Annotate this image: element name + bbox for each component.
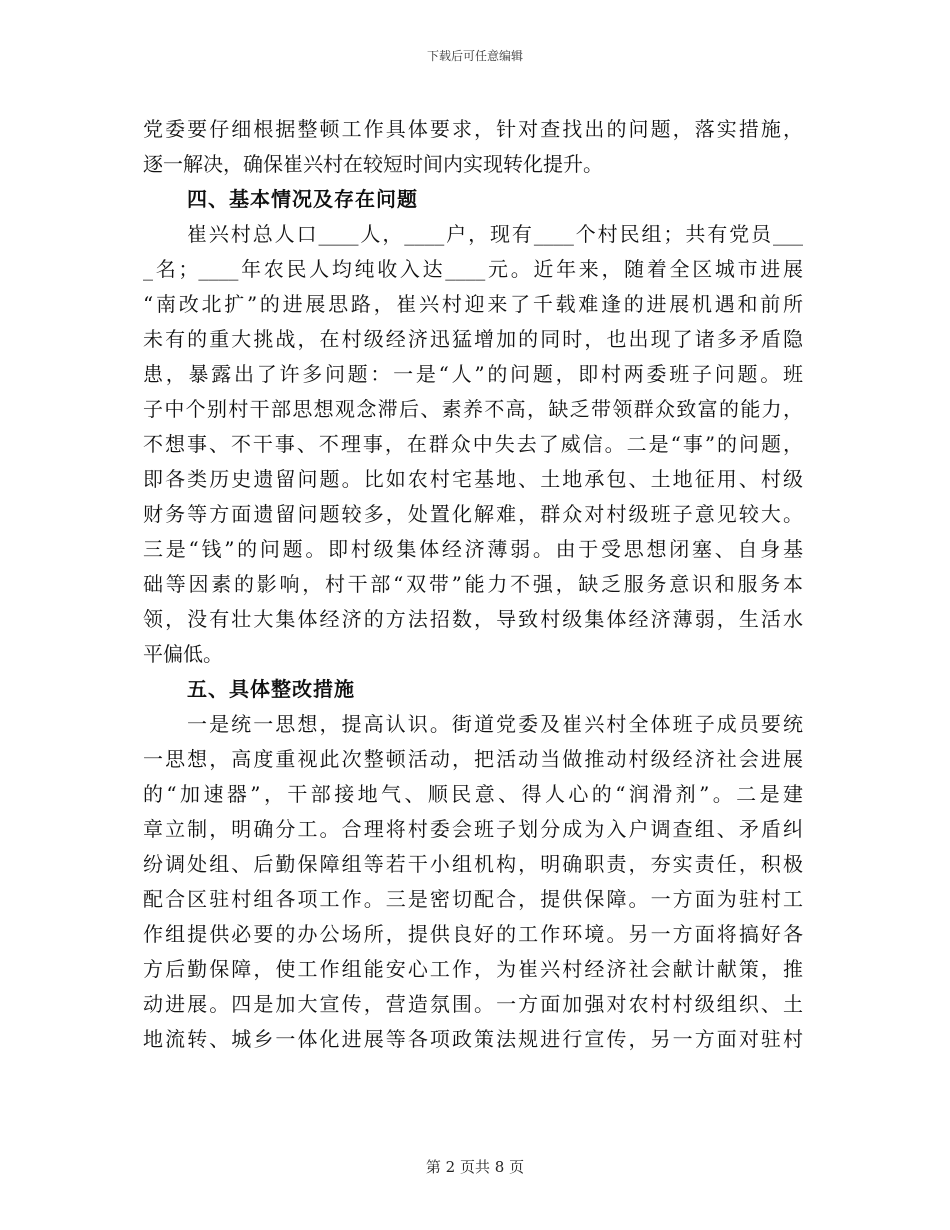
text-line: 未有的重大挑战，在村级经济迅猛增加的同时，也出现了诸多矛盾隐 [143,327,803,351]
text-line: 一是统一思想，提高认识。街道党委及崔兴村全体班子成员要统 [187,712,803,736]
text-line: 平偏低。 [143,642,223,666]
text-line: 党委要仔细根据整顿工作具体要求，针对查找出的问题，落实措施， [143,117,803,141]
text-line: 财务等方面遗留问题较多，处置化解难，群众对村级班子意见较大。 [143,502,803,526]
text-line: 不想事、不干事、不理事，在群众中失去了威信。二是“事”的问题， [143,432,803,456]
text-line: 逐一解决，确保崔兴村在较短时间内实现转化提升。 [143,152,603,176]
text-line: 配合区驻村组各项工作。三是密切配合，提供保障。一方面为驻村工 [143,887,803,911]
text-line: 的“加速器”，干部接地气、顺民意、得人心的“润滑剂”。二是建 [143,782,803,806]
text-line: 纷调处组、后勤保障组等若干小组机构，明确职责，夯实责任，积极 [143,852,803,876]
text-line: 章立制，明确分工。合理将村委会班子划分成为入户调查组、矛盾纠 [143,817,803,841]
text-line: 即各类历史遗留问题。比如农村宅基地、土地承包、土地征用、村级 [143,467,803,491]
page-header: 下载后可任意编辑 [426,49,523,63]
text-line: 地流转、城乡一体化进展等各项政策法规进行宣传，另一方面对驻村 [143,1027,803,1051]
text-line: 一思想，高度重视此次整顿活动，把活动当做推动村级经济社会进展 [143,747,803,771]
section-heading: 四、基本情况及存在问题 [187,187,418,211]
page-number: 第 2 页共 8 页 [425,1158,525,1176]
text-line: 三是“钱”的问题。即村级集体经济薄弱。由于受思想闭塞、自身基 [143,537,803,561]
text-line: 方后勤保障，使工作组能安心工作，为崔兴村经济社会献计献策，推 [143,957,803,981]
document-body [143,112,803,1057]
text-line: 动进展。四是加大宣传，营造氛围。一方面加强对农村村级组织、土 [143,992,803,1016]
text-line: 领，没有壮大集体经济的方法招数，导致村级集体经济薄弱，生活水 [143,607,803,631]
text-line: “南改北扩”的进展思路，崔兴村迎来了千载难逢的进展机遇和前所 [143,292,803,316]
text-line: 患，暴露出了许多问题：一是“人”的问题，即村两委班子问题。班 [143,362,803,386]
text-line: 崔兴村总人口____人，____户，现有____个村民组；共有党员___ [187,222,803,246]
text-line: _名；____年农民人均纯收入达____元。近年来，随着全区城市进展 [143,257,803,281]
section-heading: 五、具体整改措施 [187,677,355,701]
text-line: 础等因素的影响，村干部“双带”能力不强，缺乏服务意识和服务本 [143,572,803,596]
text-line: 作组提供必要的办公场所，提供良好的工作环境。另一方面将搞好各 [143,922,803,946]
text-line: 子中个别村干部思想观念滞后、素养不高，缺乏带领群众致富的能力， [143,397,803,421]
